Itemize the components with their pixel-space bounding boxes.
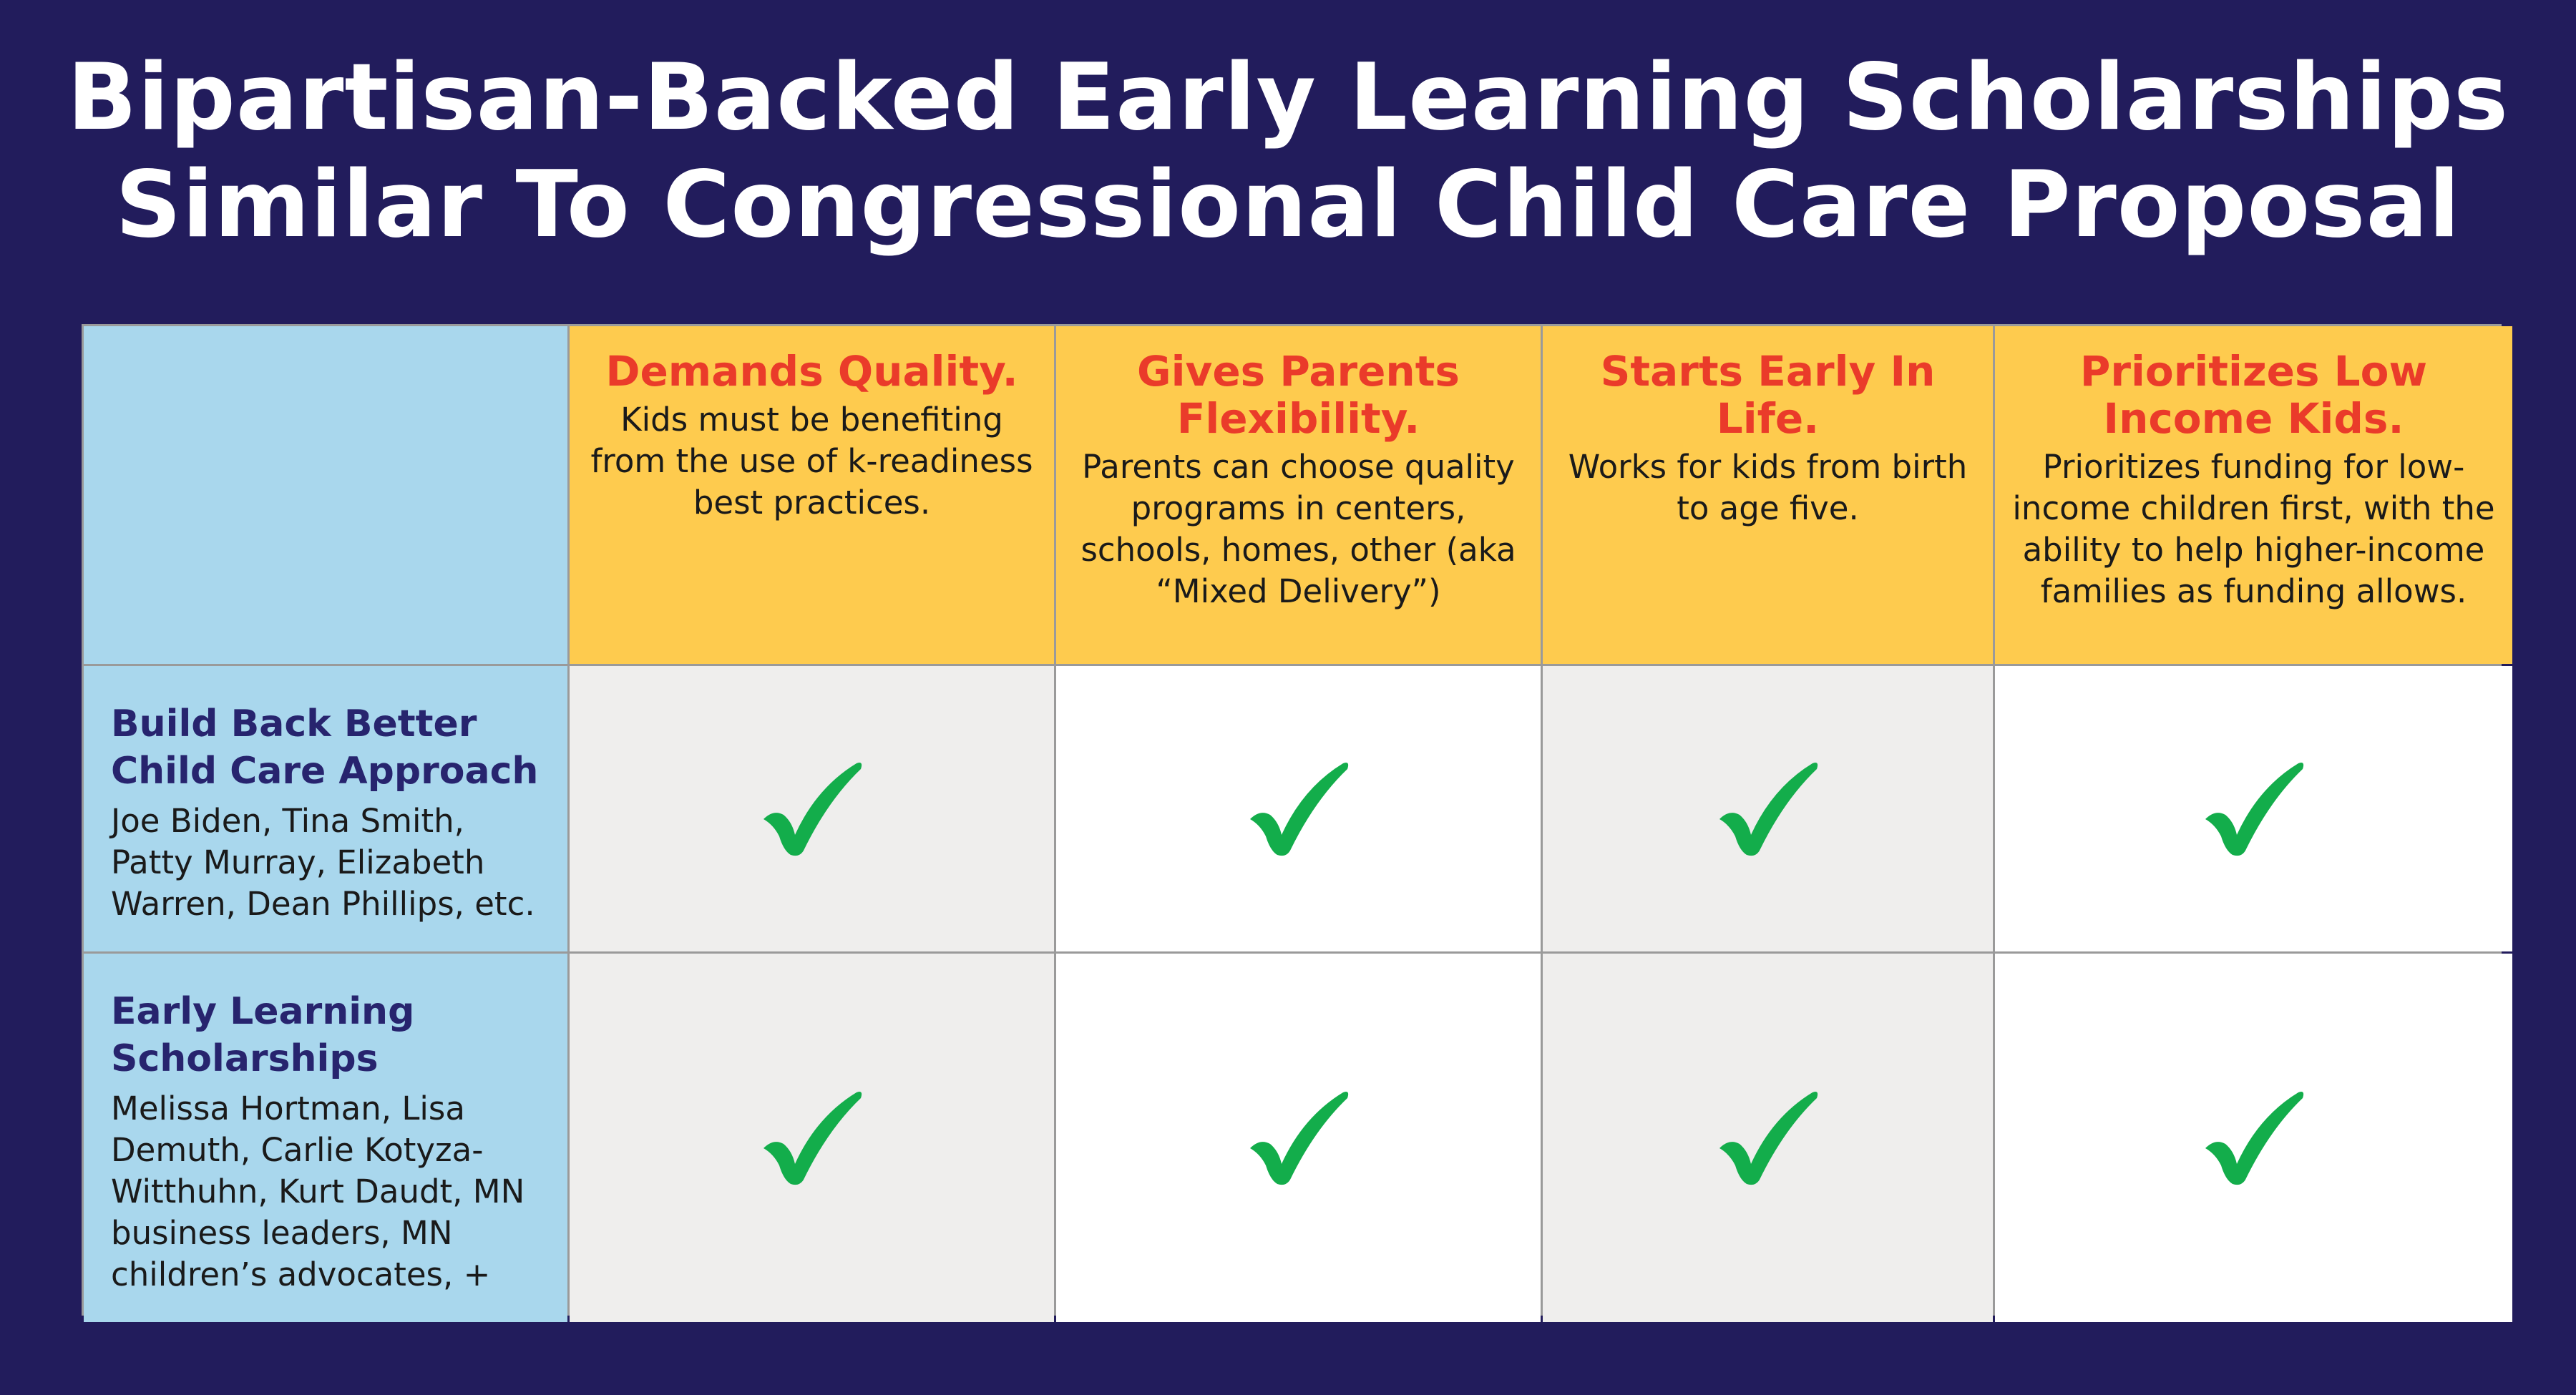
check-mark-icon [2201,1088,2307,1188]
check-cell [1543,666,1993,951]
column-header-starts-early [1543,326,1993,664]
column-header-description: Kids must be benefiting from the use of k-readiness best practices. [590,401,1033,522]
check-mark-icon [759,759,865,859]
check-cell [1056,666,1541,951]
table-corner [84,326,567,664]
check-mark-icon [1246,1088,1352,1188]
check-cell [1995,954,2512,1322]
column-header-flexibility [1056,326,1541,664]
column-header-description: Works for kids from birth to age five. [1568,448,1968,527]
column-header-title: Gives Parents Flexibility. [1137,347,1460,443]
column-header-description: Parents can choose quality programs in centers, schools, homes, other (aka “Mixed Delivery”) [1080,448,1516,610]
column-header-title: Starts Early In Life. [1600,347,1936,443]
row-label-title: Early Learning Scholarships [111,990,415,1080]
column-header-low-income [1995,326,2512,664]
check-cell [570,954,1054,1322]
column-header-title: Demands Quality. [605,347,1018,396]
check-cell [1543,954,1993,1322]
row-label-names: Joe Biden, Tina Smith, Patty Murray, Elizabeth Warren, Dean Phillips, etc. [111,802,535,923]
check-mark-icon [1246,759,1352,859]
row-label-early-learning-scholarships [84,954,567,1322]
check-mark-icon [2201,759,2307,859]
column-header-description: Prioritizes funding for low-income children first, with the ability to help higher-income families as funding allows. [2012,448,2495,610]
comparison-table [82,324,2502,1316]
row-label-names: Melissa Hortman, Lisa Demuth, Carlie Kotyza-Witthuhn, Kurt Daudt, MN business leaders, MN children’s advocates, + [111,1090,525,1293]
title-line-2: Similar To Congressional Child Care Proposal [115,152,2461,258]
check-mark-icon [1715,759,1821,859]
check-mark-icon [1715,1088,1821,1188]
check-cell [570,666,1054,951]
column-header-title: Prioritizes Low Income Kids. [2079,347,2428,443]
check-mark-icon [759,1088,865,1188]
row-label-title: Build Back Better Child Care Approach [111,703,539,793]
check-cell [1995,666,2512,951]
column-header-quality [570,326,1054,664]
row-label-build-back-better [84,666,567,951]
check-cell [1056,954,1541,1322]
title-line-1: Bipartisan-Backed Early Learning Scholarships [67,44,2509,151]
page-title [0,44,2576,259]
